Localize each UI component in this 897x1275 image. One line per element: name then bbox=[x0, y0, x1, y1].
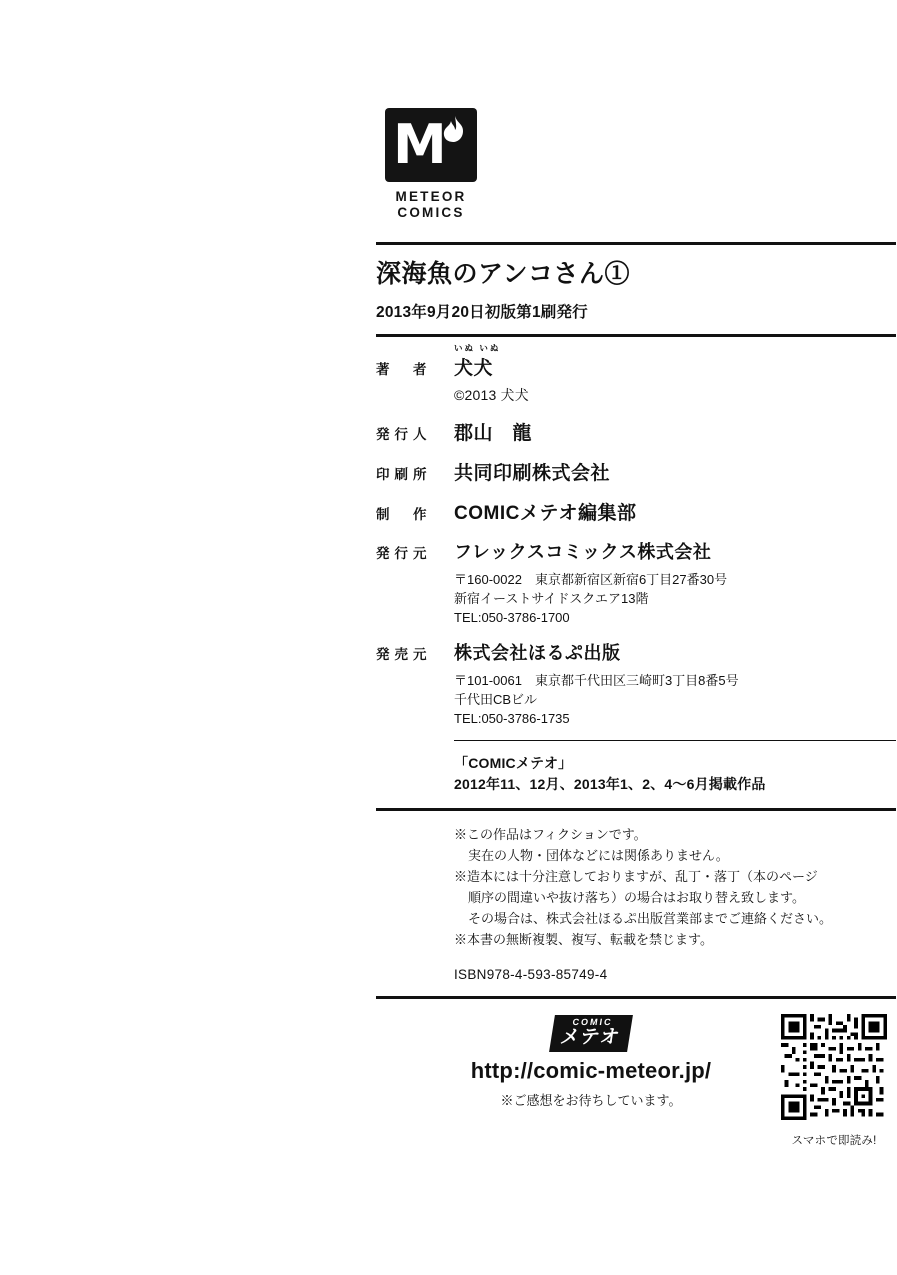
qr-caption: スマホで即読み! bbox=[791, 1135, 877, 1147]
credit-label: 発行元 bbox=[376, 546, 432, 561]
publisher-logo bbox=[376, 108, 486, 220]
notice-line: ※造本には十分注意しておりますが、乱丁・落丁（本のページ bbox=[454, 869, 818, 884]
credit-value bbox=[454, 343, 501, 380]
magazine-title: 「COMICメテオ」 bbox=[454, 755, 573, 771]
author-name: 犬犬 bbox=[454, 358, 494, 379]
address-line: TEL:050-3786-1735 bbox=[454, 711, 570, 726]
address-line: TEL:050-3786-1700 bbox=[454, 610, 570, 625]
logo-word-meteor: METEOR bbox=[395, 189, 467, 204]
notice-line: その場合は、株式会社ほるぷ出版営業部までご連絡ください。 bbox=[468, 911, 833, 926]
publisher-address bbox=[454, 570, 896, 627]
qr-code[interactable] bbox=[776, 1009, 892, 1125]
address-line: 〒101-0061 東京都千代田区三崎町3丁目8番5号 bbox=[454, 673, 739, 688]
legal-notices bbox=[376, 811, 896, 950]
logo-word-comics: COMICS bbox=[397, 205, 465, 220]
credits-list bbox=[376, 337, 896, 728]
credit-value: 共同印刷株式会社 bbox=[454, 463, 611, 484]
notice-line: ※この作品はフィクションです。 bbox=[454, 827, 647, 842]
notice-line: 順序の間違いや抜け落ち）の場合はお取り替え致します。 bbox=[468, 890, 805, 905]
notice-line: 実在の人物・団体などには関係ありません。 bbox=[468, 848, 729, 863]
isbn: ISBN978-4-593-85749-4 bbox=[454, 967, 608, 982]
comic-meteo-logo bbox=[549, 1015, 632, 1052]
meteor-logo-mark bbox=[385, 108, 477, 182]
logo-comic-text: COMIC bbox=[572, 1017, 614, 1027]
credit-row-printer bbox=[376, 458, 896, 485]
credit-value: フレックスコミックス株式会社 bbox=[454, 542, 712, 562]
author-ruby: いぬ いぬ bbox=[454, 343, 501, 353]
magazine-note bbox=[376, 741, 896, 808]
credit-label: 発売元 bbox=[376, 647, 432, 662]
magazine-issues: 2012年11、12月、2013年1、2、4〜6月掲載作品 bbox=[454, 776, 766, 792]
notice-line: ※本書の無断複製、複写、転載を禁じます。 bbox=[454, 932, 713, 947]
credit-label: 発行人 bbox=[376, 427, 432, 442]
credit-value: 株式会社ほるぷ出版 bbox=[454, 643, 621, 663]
footer bbox=[376, 999, 896, 1167]
colophon-content bbox=[376, 108, 896, 1167]
address-line: 新宿イーストサイドスクエア13階 bbox=[454, 591, 649, 606]
address-line: 千代田CBビル bbox=[454, 692, 538, 707]
credit-row-distributor bbox=[376, 639, 896, 665]
distributor-address bbox=[454, 671, 896, 728]
credit-label: 印刷所 bbox=[376, 467, 432, 482]
title-block bbox=[376, 245, 896, 322]
credit-row-author bbox=[376, 343, 896, 380]
logo-meteo-text: メテオ bbox=[558, 1027, 622, 1048]
letter-m-glyph: M bbox=[393, 113, 445, 176]
book-title: 深海魚のアンコさん① bbox=[376, 260, 631, 288]
credit-row-publisher bbox=[376, 538, 896, 564]
feedback-note: ※ご感想をお待ちしています。 bbox=[500, 1093, 682, 1108]
publication-date: 2013年9月20日初版第1刷発行 bbox=[376, 304, 588, 321]
credit-value: 郡山 龍 bbox=[454, 423, 533, 444]
address-line: 〒160-0022 東京都新宿区新宿6丁目27番30号 bbox=[454, 572, 728, 587]
credit-value: COMICメテオ編集部 bbox=[454, 503, 637, 524]
credit-row-publisher-person bbox=[376, 418, 896, 445]
credit-label: 制 作 bbox=[376, 507, 432, 522]
flame-icon bbox=[441, 116, 467, 146]
site-url-link[interactable]: http://comic-meteor.jp/ bbox=[470, 1058, 712, 1083]
qr-block bbox=[772, 1009, 896, 1148]
credit-label: 著 者 bbox=[376, 362, 432, 377]
footer-site-block bbox=[446, 1015, 736, 1109]
copyright-line: ©2013 犬犬 bbox=[454, 387, 529, 403]
credit-row-production bbox=[376, 498, 896, 525]
